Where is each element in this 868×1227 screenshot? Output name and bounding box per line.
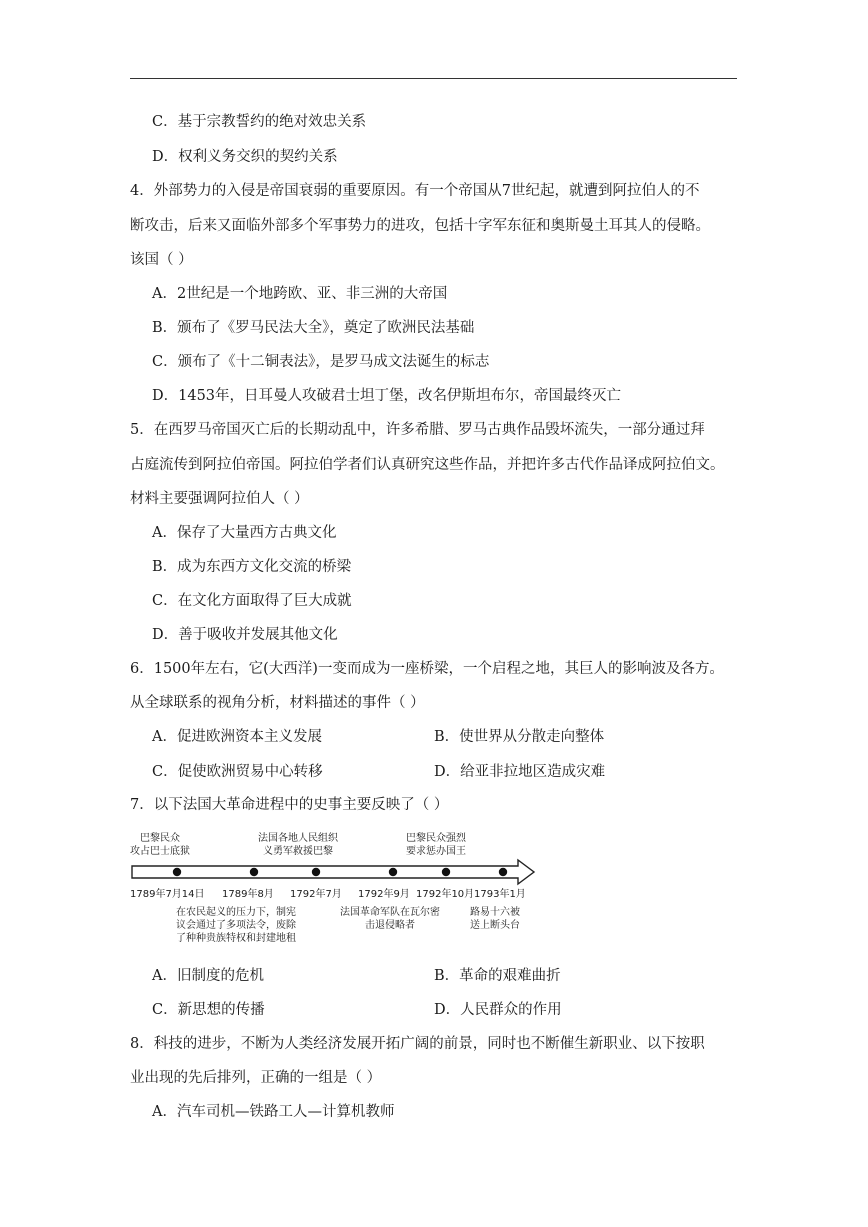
q8-stem-line-1: 8．科技的进步，不断为人类经济发展开拓广阔的前景，同时也不断催生新职业、以下按职 <box>130 1036 705 1052</box>
q7-option-c: C．新思想的传播 <box>152 1002 265 1018</box>
q6-option-d: D．给亚非拉地区造成灾难 <box>434 764 606 780</box>
q7-stem: 7．以下法国大革命进程中的史事主要反映了（ ） <box>130 797 449 813</box>
timeline-dot <box>250 868 258 876</box>
timeline-event-below-3: 路易十六被 送上断头台 <box>470 907 520 931</box>
q6-stem-line-2: 从全球联系的视角分析，材料描述的事件（ ） <box>130 695 425 711</box>
timeline-dot <box>389 868 397 876</box>
q6-stem-line-1: 6．1500年左右，它(大西洋)一变而成为一座桥梁，一个启程之地，其巨人的影响波及各方。 <box>130 661 724 677</box>
q5-option-c: C．在文化方面取得了巨大成就 <box>152 593 352 609</box>
q5-stem-line-2: 占庭流传到阿拉伯帝国。阿拉伯学者们认真研究这些作品，并把许多古代作品译成阿拉伯文。 <box>130 457 725 473</box>
q7-option-a: A．旧制度的危机 <box>152 968 264 984</box>
q4-stem-line-2: 断攻击，后来又面临外部多个军事势力的进攻，包括十字军东征和奥斯曼土耳其人的侵略。 <box>130 218 710 234</box>
timeline-date-4: 1792年9月 <box>358 889 410 900</box>
q4-stem-line-1: 4．外部势力的入侵是帝国衰弱的重要原因。有一个帝国从7世纪起，就遭到阿拉伯人的不 <box>130 183 700 199</box>
timeline-event-below-1: 在农民起义的压力下，制宪 议会通过了多项法令，废除 了种种贵族特权和封建地租 <box>176 907 296 944</box>
revolution-timeline <box>130 824 540 944</box>
q8-stem-line-2: 业出现的先后排列，正确的一组是（ ） <box>130 1070 382 1086</box>
timeline-date-5: 1792年10月 <box>416 889 475 900</box>
q6-option-b: B．使世界从分散走向整体 <box>434 729 605 745</box>
q5-option-d: D．善于吸收并发展其他文化 <box>152 627 338 643</box>
q7-option-d: D．人民群众的作用 <box>434 1002 562 1018</box>
q6-option-c: C．促使欧洲贸易中心转移 <box>152 764 323 780</box>
q4-option-d: D．1453年，日耳曼人攻破君士坦丁堡，改名伊斯坦布尔，帝国最终灭亡 <box>152 388 622 404</box>
timeline-event-below-2: 法国革命军队在瓦尔密 击退侵略者 <box>340 907 440 931</box>
timeline-dot <box>173 868 181 876</box>
q8-option-a: A．汽车司机—铁路工人—计算机教师 <box>152 1104 395 1120</box>
timeline-dot <box>499 868 507 876</box>
timeline-date-3: 1792年7月 <box>290 889 342 900</box>
timeline-date-1: 1789年7月14日 <box>130 889 205 900</box>
timeline-event-above-3: 巴黎民众强烈 要求惩办国王 <box>406 833 466 857</box>
q5-stem-line-1: 5．在西罗马帝国灭亡后的长期动乱中，许多希腊、罗马古典作品毁坏流失，一部分通过拜 <box>130 422 705 438</box>
timeline-dot <box>312 868 320 876</box>
q6-option-a: A．促进欧洲资本主义发展 <box>152 729 322 745</box>
q5-option-b: B．成为东西方文化交流的桥梁 <box>152 559 352 575</box>
timeline-event-above-1: 巴黎民众 攻占巴士底狱 <box>130 833 190 857</box>
timeline-event-above-2: 法国各地人民组织 义勇军救援巴黎 <box>258 833 338 857</box>
timeline-date-6: 1793年1月 <box>474 889 526 900</box>
q4-option-a: A．2世纪是一个地跨欧、亚、非三洲的大帝国 <box>152 286 448 302</box>
q7-option-b: B．革命的艰难曲折 <box>434 968 561 984</box>
timeline-dot <box>442 868 450 876</box>
timeline-date-2: 1789年8月 <box>222 889 274 900</box>
q5-option-a: A．保存了大量西方古典文化 <box>152 525 337 541</box>
q3-option-c: C．基于宗教誓约的绝对效忠关系 <box>152 114 367 130</box>
q5-stem-line-3: 材料主要强调阿拉伯人（ ） <box>130 491 309 507</box>
q4-option-c: C．颁布了《十二铜表法》，是罗马成文法诞生的标志 <box>152 354 490 370</box>
header-rule <box>130 78 737 79</box>
q3-option-d: D．权利义务交织的契约关系 <box>152 149 338 165</box>
q4-option-b: B．颁布了《罗马民法大全》，奠定了欧洲民法基础 <box>152 320 475 336</box>
q4-stem-line-3: 该国（ ） <box>130 252 193 268</box>
